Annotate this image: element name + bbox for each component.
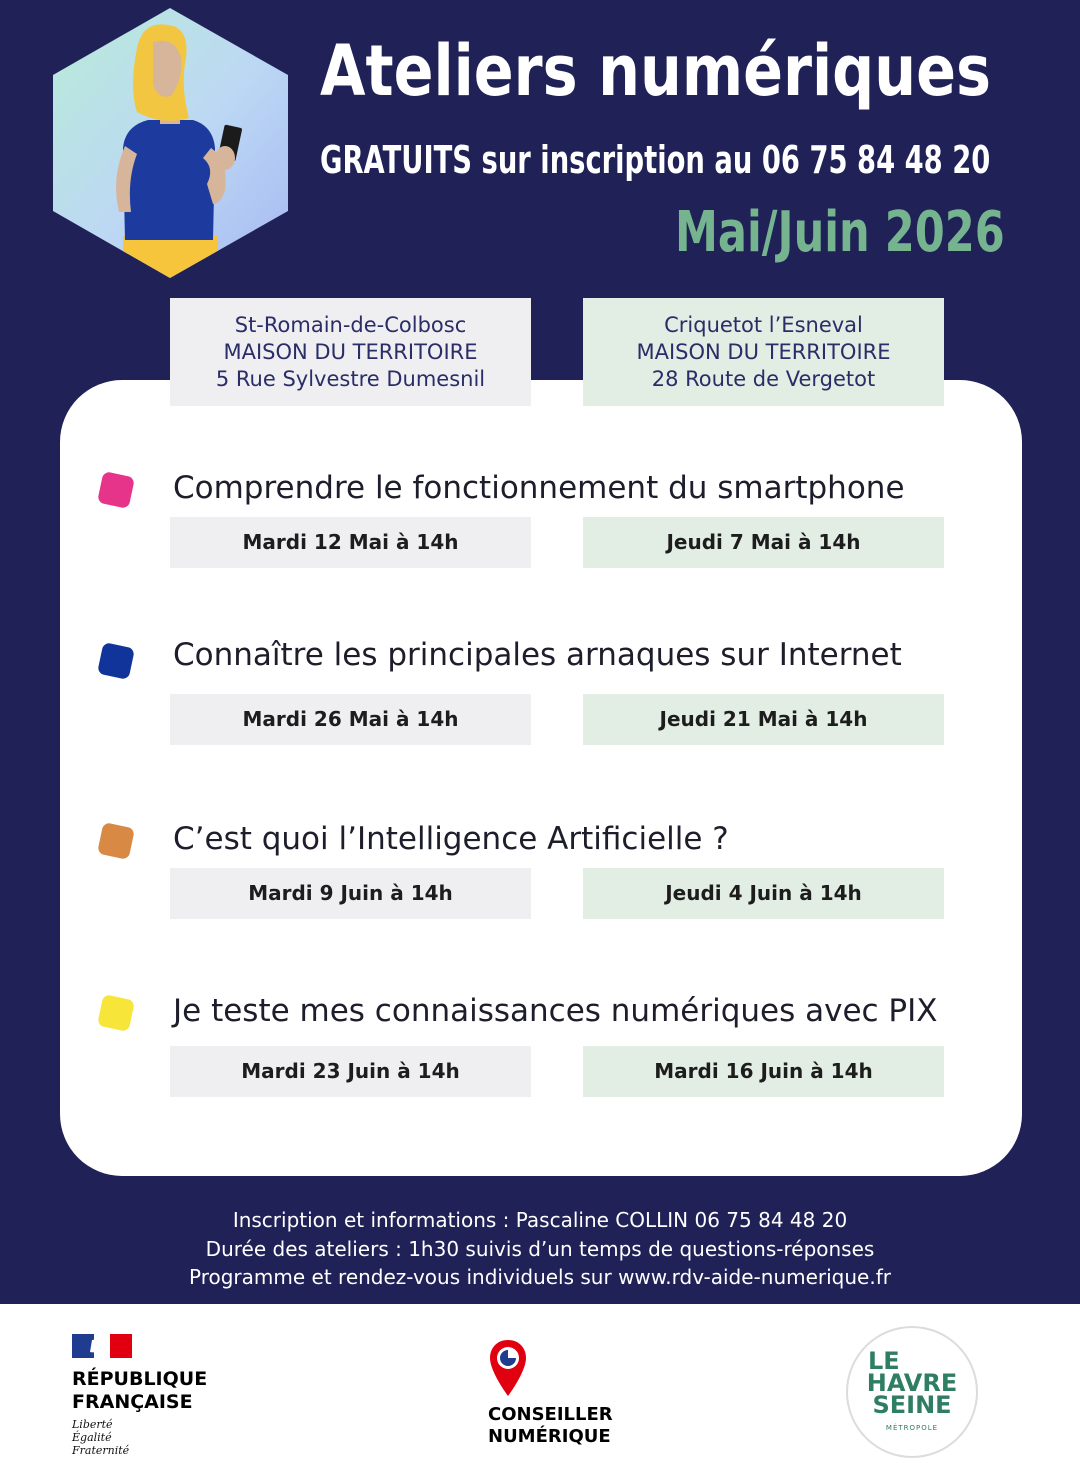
workshop-date-left: Mardi 26 Mai à 14h [170, 694, 531, 745]
info-duration: Durée des ateliers : 1h30 suivis d’un temps de questions-réponses [205, 1237, 875, 1261]
workshop-title: Je teste mes connaissances numériques avec PIX [173, 993, 938, 1029]
rf-line1: RÉPUBLIQUE [72, 1368, 208, 1390]
workshop-date-left: Mardi 23 Juin à 14h [170, 1046, 531, 1097]
workshop-date-right: Jeudi 4 Juin à 14h [583, 868, 944, 919]
info-website: Programme et rendez-vous individuels sur www.rdv-aide-numerique.fr [189, 1265, 891, 1289]
rf-motto3: Fraternité [72, 1444, 130, 1457]
location-city: St-Romain-de-Colbosc [234, 313, 467, 337]
bullet-icon [97, 642, 135, 680]
lh-sub: MÉTROPOLE [885, 1424, 939, 1432]
page-title: Ateliers numériques [320, 30, 992, 112]
lh-line2: HAVRE [866, 1369, 958, 1397]
workshop-date-left: Mardi 9 Juin à 14h [170, 868, 531, 919]
workshop-date-right: Jeudi 7 Mai à 14h [583, 517, 944, 568]
lh-text [848, 1347, 976, 1419]
location-left [170, 298, 531, 406]
cn-line2: NUMÉRIQUE [488, 1426, 611, 1447]
period-label: Mai/Juin 2026 [675, 200, 1005, 265]
rf-motto2: Égalité [72, 1431, 112, 1444]
cn-line1: CONSEILLER [488, 1404, 613, 1425]
le-havre-seine-logo [848, 1328, 976, 1456]
location-venue: MAISON DU TERRITOIRE [636, 340, 891, 364]
workshop-date-right: Jeudi 21 Mai à 14h [583, 694, 944, 745]
french-flag-icon [72, 1334, 132, 1358]
location-address: 5 Rue Sylvestre Dumesnil [215, 367, 486, 391]
workshop-date-left: Mardi 12 Mai à 14h [170, 517, 531, 568]
workshop-title: C’est quoi l’Intelligence Artificielle ? [173, 821, 729, 857]
info-registration: Inscription et informations : Pascaline COLLIN 06 75 84 48 20 [232, 1208, 848, 1232]
bullet-icon [97, 471, 135, 509]
republique-francaise-logo [72, 1334, 207, 1457]
registration-subtitle: GRATUITS sur inscription au 06 75 84 48 20 [320, 138, 991, 182]
bullet-icon [97, 994, 135, 1032]
workshop-date-right: Mardi 16 Juin à 14h [583, 1046, 944, 1097]
rf-motto1: Liberté [72, 1418, 113, 1431]
bullet-icon [97, 822, 135, 860]
conseiller-numerique-logo [488, 1338, 613, 1448]
workshop-title: Connaître les principales arnaques sur Internet [173, 637, 902, 673]
location-pin-icon [488, 1338, 528, 1400]
location-address: 28 Route de Vergetot [651, 367, 876, 391]
woman-with-phone-illustration-icon [53, 8, 288, 278]
location-city: Criquetot l’Esneval [664, 313, 863, 337]
lh-line1: LE [868, 1347, 900, 1375]
location-right [583, 298, 944, 406]
workshop-title: Comprendre le fonctionnement du smartphone [173, 470, 905, 506]
rf-line2: FRANÇAISE [72, 1391, 193, 1413]
location-venue: MAISON DU TERRITOIRE [223, 340, 478, 364]
lh-line3: SEINE [872, 1391, 952, 1419]
